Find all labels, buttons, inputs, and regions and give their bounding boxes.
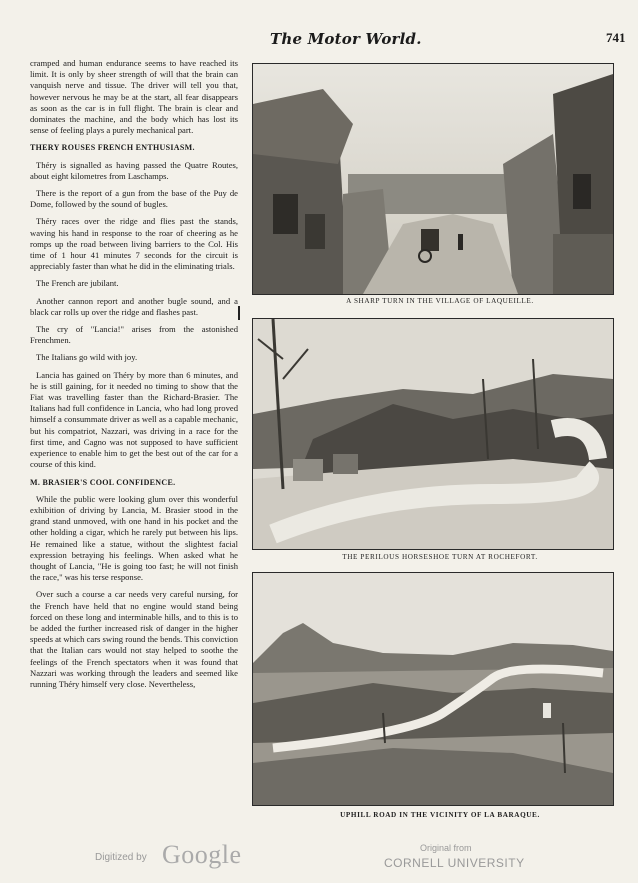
masthead [0, 30, 638, 52]
photo-uphill-road [252, 572, 614, 806]
photo-caption: UPHILL ROAD IN THE VICINITY OF LA BARAQUE. [340, 811, 540, 819]
institution-label: CORNELL UNIVERSITY [384, 856, 525, 870]
paragraph: Over such a course a car needs very careful nursing, for the French have held that no engine would stand being forced on these long and interminable hills, and to this is to be added the further increased risk of danger in the higher speeds at which cars swing round the bends. This conviction that the Italian cars would not stay helped to soothe the feelings of the French spectators when it was found that Nazzari was working through the leaders and seemed like running Théry himself very close. Nevertheless, [30, 589, 238, 689]
paragraph: Théry races over the ridge and flies past the stands, waving his hand in response to the roar of cheering as he romps up the road between living barriers to the Col. His time of 1 hour 41 minutes 7 seconds for the circuit is appreciably faster than what he did in the eliminating trials. [30, 216, 238, 272]
paragraph: Théry is signalled as having passed the Quatre Routes, about eight kilometres from Laschamps. [30, 159, 238, 181]
paragraph: The Italians go wild with joy. [36, 352, 138, 363]
photo-horseshoe-turn [252, 318, 614, 550]
paragraph: Another cannon report and another bugle sound, and a black car rolls up over the ridge and flashes past. [30, 295, 238, 317]
page-number: 741 [606, 30, 626, 45]
paragraph: cramped and human endurance seems to have reached its limit. It is only by sheer strength of will that the brain can vanquish nerve and tissue. The driver will tell you that, however nervous he may be at the start, all fear disappears as soon as the car is in full flight. The brain is clear and dominates the machine, and the body which has lost its sense of feeling plays a purely mechanical part. [30, 58, 238, 136]
paragraph: The cry of "Lancia!" arises from the astonished Frenchmen. [30, 324, 238, 346]
photo-caption: A SHARP TURN IN THE VILLAGE OF LAQUEILLE. [346, 297, 534, 305]
google-logo: Google [162, 840, 242, 869]
original-from-label: Original from [420, 843, 472, 853]
section-heading: THERY ROUSES FRENCH ENTHUSIASM. [30, 143, 195, 153]
section-heading: M. BRASIER'S COOL CONFIDENCE. [30, 477, 176, 487]
margin-mark [238, 306, 240, 320]
paragraph: The French are jubilant. [36, 278, 119, 289]
uphill-road-illustration [253, 573, 613, 805]
photo-caption: THE PERILOUS HORSESHOE TURN AT ROCHEFORT. [342, 553, 538, 561]
article-text-column [30, 58, 238, 818]
paragraph: While the public were looking glum over this wonderful exhibition of driving by Lancia, M. Brasier stood in the grand stand unmoved, with one hand in his pocket and the other holding a cigar, which he rarely put between his lips. He remained like a statue, without the slightest facial expression betraying his feelings. When asked what he thought of Lancia, "He is going too fast; he will not finish the race," was his terse response. [30, 493, 238, 583]
publication-title: The Motor World. [270, 30, 422, 48]
village-street-illustration [253, 64, 613, 294]
paragraph: There is the report of a gun from the base of the Puy de Dome, followed by the sound of bugles. [30, 188, 238, 210]
photo-village-street [252, 63, 614, 295]
digitized-by-label: Digitized by [95, 852, 147, 863]
paragraph: Lancia has gained on Théry by more than 6 minutes, and he is still gaining, for it needed no timing to show that the Fiat was travelling faster than the Richard-Brasier. The Italians had full confidence in Lancia, who had long proved himself a consummate driver as well as a capable mechanic, but his compatriot, Nazzari, was driving in a race for the first time, and Cagno was not supposed to have sufficient experience to enable him to get the best out of the car for a course of this kind. [30, 369, 238, 470]
horseshoe-turn-illustration [253, 319, 613, 549]
